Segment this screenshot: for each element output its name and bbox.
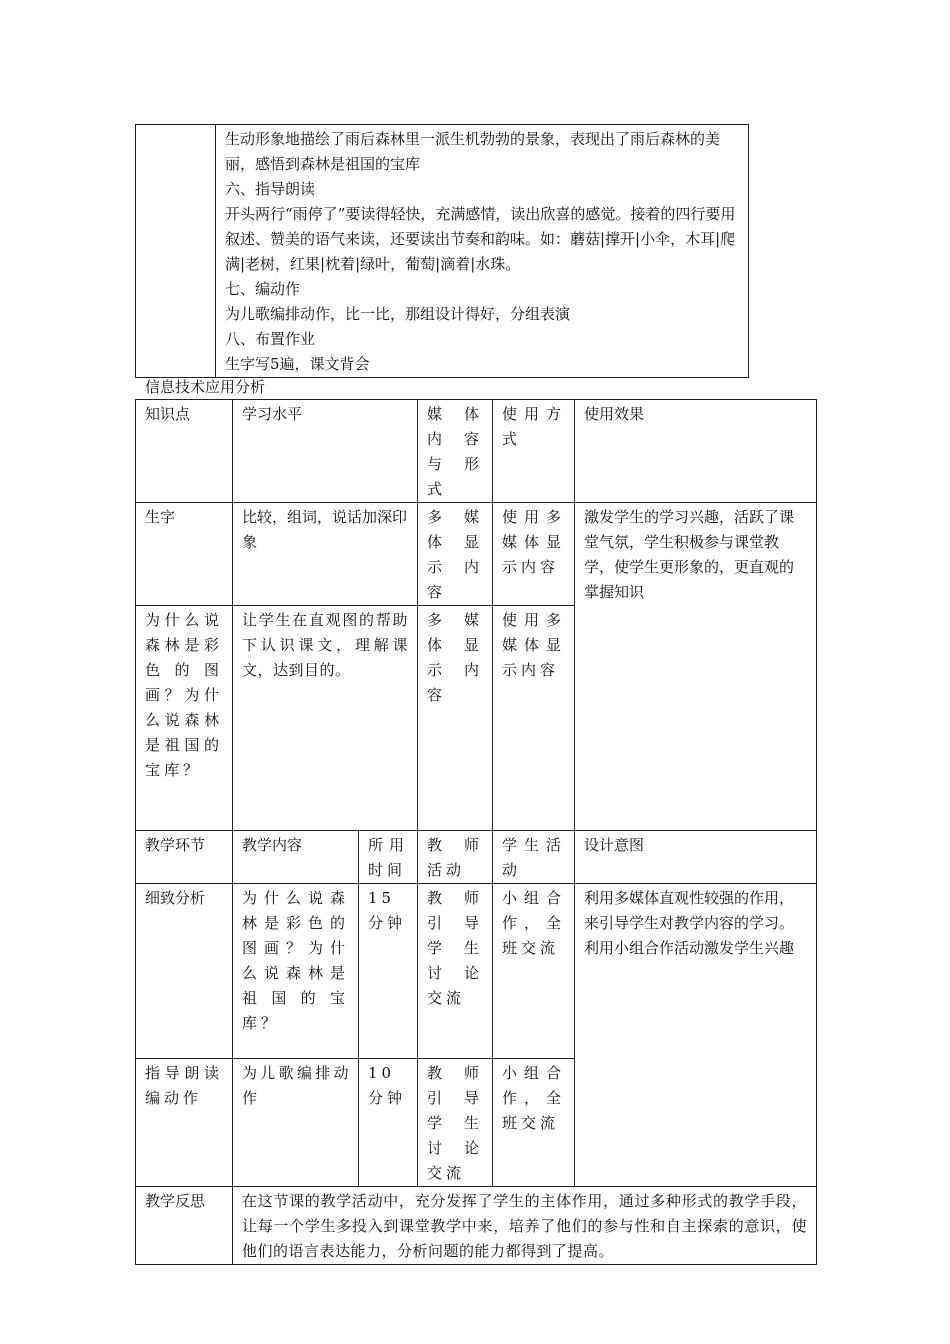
header-knowledge-point: 知识点 [136,400,233,503]
process-line: 开头两行“雨停了”要读得轻快，充满感情，读出欣喜的感觉。接着的四行要用叙述、赞美的语气来读，还要读出节奏和韵味。如：蘑菇|撑开|小伞，木耳|爬满|老树，红果|枕着|绿叶，葡萄|滴着|水珠。 [225,205,736,273]
process-line: 为儿歌编排动作，比一比，那组设计得好，分组表演 [225,305,571,323]
cell-design-intent: 利用多媒体直观性较强的作用，来引导学生对教学内容的学习。利用小组合作活动激发学生兴趣 [575,884,817,1187]
cell-teacher-activity: 教师引导学生讨论交流 [418,1059,493,1187]
cell-knowledge-point: 生字 [136,503,233,606]
cell-teaching-stage: 细致分析 [136,884,233,1059]
cell-time: 10分钟 [359,1059,418,1187]
process-line: 生字写5遍，课文背会 [225,355,370,373]
info-tech-table [135,399,817,1265]
reflection-text: 在这节课的教学活动中，充分发挥了学生的主体作用，通过多种形式的教学手段，让每一个学生多投入到课堂教学中来，培养了他们的参与性和自主探索的意识，使他们的语言表达能力，分析问题的能力都得到了提高。 [233,1187,817,1265]
cell-time: 15分钟 [359,884,418,1059]
cell-teaching-stage: 指导朗读编动作 [136,1059,233,1187]
process-heading-homework: 八、布置作业 [225,330,316,348]
header-media: 媒体内容与形式 [418,400,493,503]
cell-media: 多媒体显示内容 [418,606,493,831]
cell-student-activity: 小组合作，全班交流 [493,884,575,1059]
cell-usage-method: 使用多媒体显示内容 [493,503,575,606]
cell-usage-method: 使用多媒体显示内容 [493,606,575,831]
reflection-label: 教学反思 [136,1187,233,1265]
cell-learning-level: 让学生在直观图的帮助下认识课文，理解课文，达到目的。 [233,606,418,831]
process-heading-actions: 七、编动作 [225,280,301,298]
header-learning-level: 学习水平 [233,400,418,503]
cell-student-activity: 小组合作，全班交流 [493,1059,575,1187]
cell-learning-level: 比较，组词，说话加深印象 [233,503,418,606]
process-label-cell [136,125,216,378]
process-heading-reading: 六、指导朗读 [225,180,316,198]
header-teaching-content: 教学内容 [233,831,359,884]
header-design-intent: 设计意图 [575,831,817,884]
header-teaching-stage: 教学环节 [136,831,233,884]
header-usage-effect: 使用效果 [575,400,817,503]
cell-knowledge-point: 为什么说森林是彩色的图画？为什么说森林是祖国的宝库？ [136,606,233,831]
header-usage-method: 使用方式 [493,400,575,503]
header-time: 所用时间 [359,831,418,884]
cell-teacher-activity: 教师引导学生讨论交流 [418,884,493,1059]
cell-media: 多媒体显示内容 [418,503,493,606]
teaching-process-table [135,124,749,378]
cell-teaching-content: 为什么说森林是彩色的图画？为什么说森林是祖国的宝库？ [233,884,359,1059]
process-line: 生动形象地描绘了雨后森林里一派生机勃勃的景象，表现出了雨后森林的美丽，感悟到森林是祖国的宝库 [225,130,721,173]
header-student-activity: 学生活动 [493,831,575,884]
section-title: 信息技术应用分析 [145,378,266,396]
cell-usage-effect: 激发学生的学习兴趣，活跃了课堂气氛，学生积极参与课堂教学，使学生更形象的，更直观的掌握知识 [575,503,817,831]
process-content-cell [216,125,749,378]
header-teacher-activity: 教师活动 [418,831,493,884]
cell-teaching-content: 为儿歌编排动作 [233,1059,359,1187]
